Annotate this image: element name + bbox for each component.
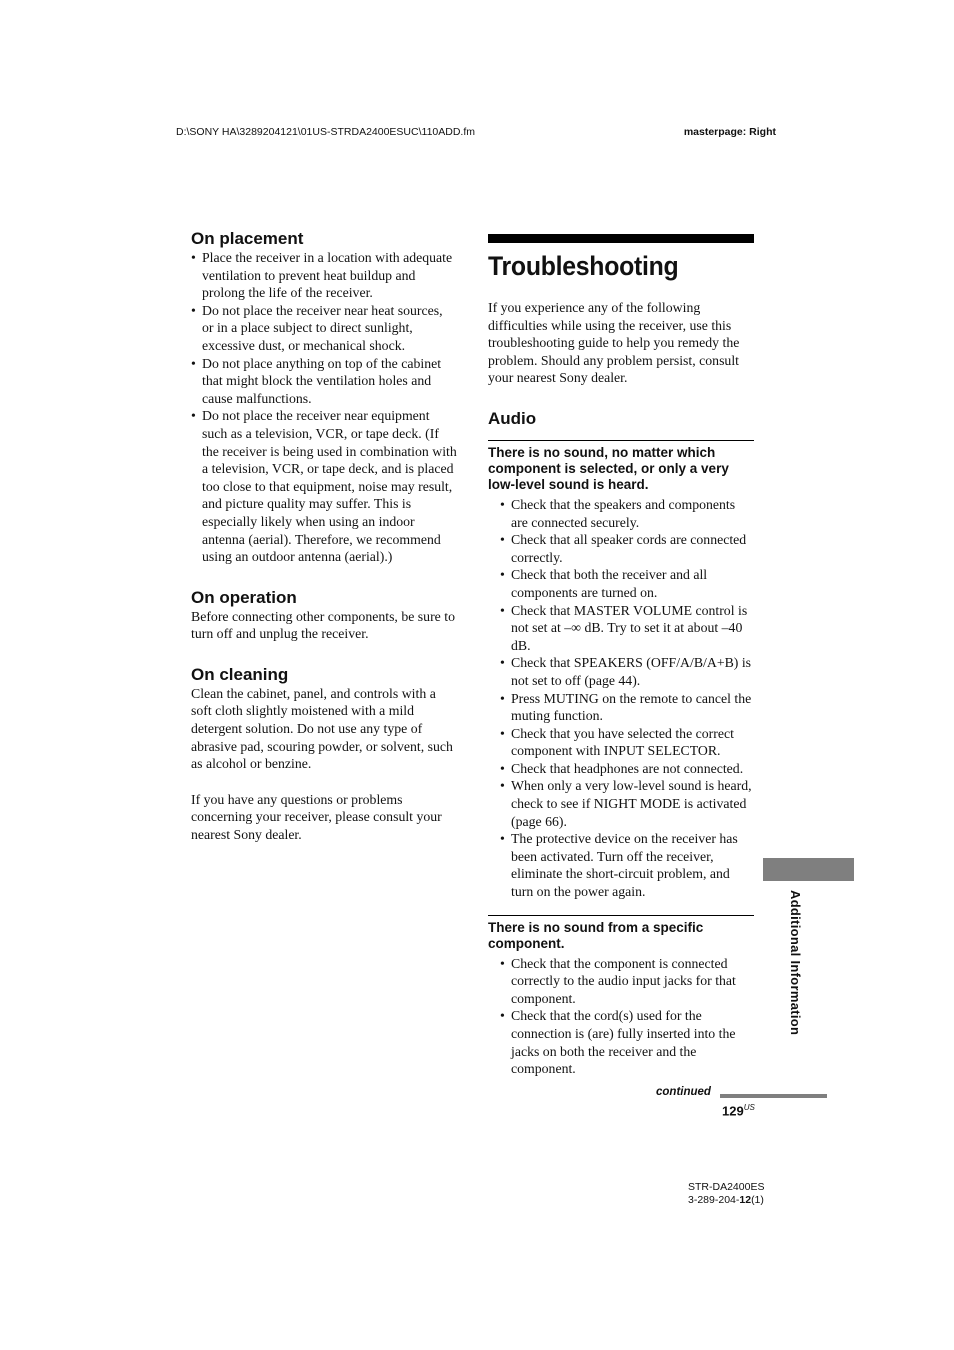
list-item: • Check that you have selected the correct component with INPUT SELECTOR. (500, 725, 754, 760)
problem2-list (488, 955, 754, 1078)
page-number-value: 129 (722, 1103, 744, 1119)
cleaning-heading: On cleaning (191, 664, 289, 684)
list-item: • Do not place anything on top of the cabinet that might block the ventilation holes and cause malfunctions. (191, 355, 457, 408)
title-bar (488, 234, 754, 243)
section-tab (763, 858, 854, 881)
list-item: • The protective device on the receiver has been activated. Turn off the receiver, eliminate the short-circuit problem, and turn on the power again. (500, 830, 754, 900)
audio-heading: Audio (488, 408, 537, 428)
list-item: • Do not place the receiver near equipment such as a television, VCR, or tape deck. (If the receiver is being used in combination with a television, VCR, or tape deck, and is placed too close to that equipment, noise may result, and picture quality may suffer. This is especially likely when using an indoor antenna (aerial). Therefore, we recommend using an outdoor antenna (aerial).) (191, 407, 457, 565)
operation-heading: On operation (191, 587, 297, 607)
list-item: • Place the receiver in a location with adequate ventilation to prevent heat buildup and prolong the life of the receiver. (191, 249, 457, 302)
page-title: Troubleshooting (488, 251, 679, 281)
placement-list (191, 249, 457, 566)
list-item: • Check that both the receiver and all components are turned on. (500, 566, 754, 601)
list-item: • Check that all speaker cords are connected correctly. (500, 531, 754, 566)
page-number (722, 1103, 755, 1118)
page-number-suffix: US (743, 1103, 755, 1112)
continued-bar (720, 1094, 827, 1098)
list-item: • Check that the speakers and components are connected securely. (500, 496, 754, 531)
cleaning-text: Clean the cabinet, panel, and controls with a soft cloth slightly moistened with a mild detergent solution. Do not use any type of abrasive pad, scouring powder, or solvent, such as alcohol or benzine. (191, 685, 453, 772)
list-item: • Check that SPEAKERS (OFF/A/B/A+B) is not set to off (page 44). (500, 654, 754, 689)
part-number-suffix: (1) (751, 1193, 764, 1206)
problem-heading: There is no sound, no matter which component is selected, or only a very low-level sound is heard. (488, 440, 754, 493)
problem1-list (488, 496, 754, 901)
list-item: • Check that MASTER VOLUME control is not set at –∞ dB. Try to set it at about –40 dB. (500, 602, 754, 655)
list-item: • Press MUTING on the remote to cancel the muting function. (500, 690, 754, 725)
problem-heading: There is no sound from a specific component. (488, 915, 754, 952)
model-info (688, 1181, 764, 1206)
part-number-bold: 12 (739, 1193, 752, 1206)
right-column (488, 229, 754, 1078)
file-path-header: D:\SONY HA\3289204121\01US-STRDA2400ESUC\110ADD.fm (176, 126, 476, 138)
list-item: • Do not place the receiver near heat sources, or in a place subject to direct sunlight, excessive dust, or mechanical shock. (191, 302, 457, 355)
model-number: STR-DA2400ES (688, 1181, 765, 1193)
list-item: • When only a very low-level sound is heard, check to see if NIGHT MODE is activated (page 66). (500, 777, 754, 830)
contact-text: If you have any questions or problems concerning your receiver, please consult your nearest Sony dealer. (191, 791, 442, 843)
list-item: • Check that the cord(s) used for the connection is (are) fully inserted into the jacks on both the receiver and the component. (500, 1007, 754, 1077)
section-tab-label: Additional Information (788, 890, 803, 1036)
list-item: • Check that headphones are not connected. (500, 760, 754, 778)
operation-text: Before connecting other components, be sure to turn off and unplug the receiver. (191, 608, 455, 642)
list-item: • Check that the component is connected correctly to the audio input jacks for that component. (500, 955, 754, 1008)
continued-label: continued (656, 1086, 711, 1098)
placement-heading: On placement (191, 229, 304, 248)
part-number-prefix: 3-289-204- (688, 1193, 740, 1206)
left-column (191, 229, 457, 844)
masterpage-label: masterpage: Right (683, 126, 776, 138)
part-number (688, 1194, 764, 1207)
intro-text: If you experience any of the following difficulties while using the receiver, use this troubleshooting guide to help you remedy the problem. Should any problem persist, consult your nearest Sony dealer. (488, 300, 740, 386)
